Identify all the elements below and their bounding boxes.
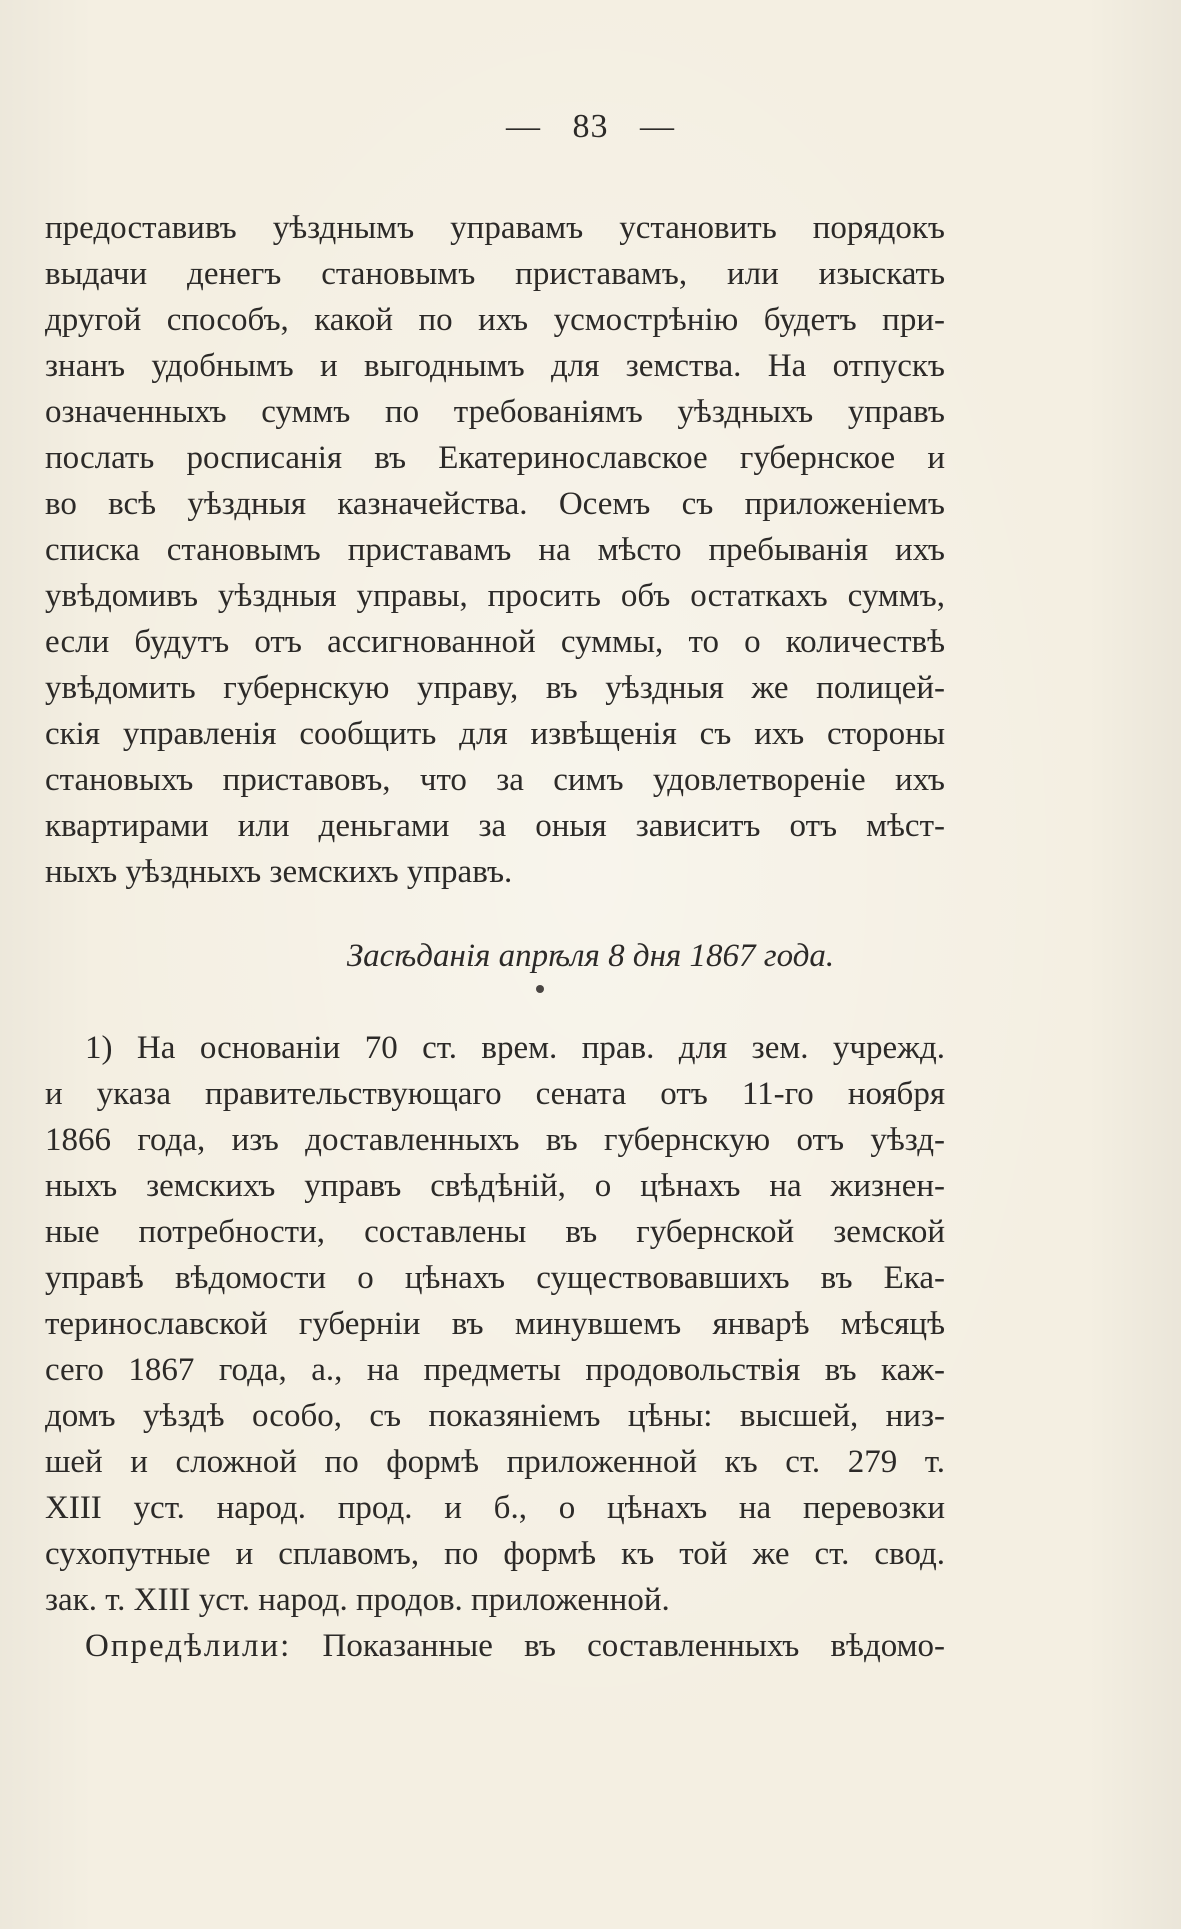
paragraph-2 bbox=[45, 1025, 945, 1669]
text-line: становыхъ приставовъ, что за симъ удовлетвореніе ихъ bbox=[45, 762, 945, 798]
text-line: управѣ вѣдомости о цѣнахъ существовавшихъ въ Ека- bbox=[45, 1260, 945, 1296]
text-line: списка становымъ приставамъ на мѣсто пребыванія ихъ bbox=[45, 532, 945, 568]
text-line: зак. т. XIII уст. народ. продов. приложенной. bbox=[45, 1582, 670, 1618]
text-line: сухопутные и сплавомъ, по формѣ къ той же ст. свод. bbox=[45, 1536, 945, 1572]
text-line: шей и сложной по формѣ приложенной къ ст. 279 т. bbox=[45, 1444, 945, 1480]
text-line: выдачи денегъ становымъ приставамъ, или изыскать bbox=[45, 256, 945, 292]
text-line: ныхъ уѣздныхъ земскихъ управъ. bbox=[45, 854, 513, 890]
text-line: если будутъ отъ ассигнованной суммы, то о количествѣ bbox=[45, 624, 945, 660]
text-line: во всѣ уѣздныя казначейства. Осемъ съ приложеніемъ bbox=[45, 486, 945, 522]
page-number-dash-left: — bbox=[506, 108, 541, 145]
heading-ornament-dot bbox=[536, 985, 544, 993]
text-line: теринославской губерніи въ минувшемъ январѣ мѣсяцѣ bbox=[45, 1306, 945, 1342]
text-line: означенныхъ суммъ по требованіямъ уѣздныхъ управъ bbox=[45, 394, 945, 430]
resolution-label: Опредѣлили: bbox=[85, 1628, 292, 1664]
resolution-text: Показанные въ составленныхъ вѣдомо- bbox=[322, 1628, 945, 1664]
text-line: другой способъ, какой по ихъ усмострѣнію будетъ при- bbox=[45, 302, 945, 338]
text-line: 1866 года, изъ доставленныхъ въ губернскую отъ уѣзд- bbox=[45, 1122, 945, 1158]
text-line: предоставивъ уѣзднымъ управамъ установить порядокъ bbox=[45, 210, 945, 246]
text-line: послать росписанія въ Екатеринославское губернское и bbox=[45, 440, 945, 476]
paragraph-1 bbox=[45, 205, 945, 895]
page-number bbox=[0, 108, 1181, 146]
text-line: домъ уѣздѣ особо, съ показяніемъ цѣны: высшей, низ- bbox=[45, 1398, 945, 1434]
text-line: ныхъ земскихъ управъ свѣдѣній, о цѣнахъ на жизнен- bbox=[45, 1168, 945, 1204]
text-line: увѣдомить губернскую управу, въ уѣздныя же полицей- bbox=[45, 670, 945, 706]
section-heading: Засѣданія апрѣля 8 дня 1867 года. bbox=[346, 938, 835, 974]
page-number-dash-right: — bbox=[640, 108, 675, 145]
text-line: XIII уст. народ. прод. и б., о цѣнахъ на перевозки bbox=[45, 1490, 945, 1526]
text-line: ные потребности, составлены въ губернской земской bbox=[45, 1214, 945, 1250]
text-line: сего 1867 года, а., на предметы продовольствія въ каж- bbox=[45, 1352, 945, 1388]
text-line: знанъ удобнымъ и выгоднымъ для земства. На отпускъ bbox=[45, 348, 945, 384]
page-number-value: 83 bbox=[572, 108, 609, 145]
text-line: квартирами или деньгами за оныя зависитъ отъ мѣст- bbox=[45, 808, 945, 844]
resolution-line bbox=[45, 1623, 945, 1669]
text-line: увѣдомивъ уѣздныя управы, просить объ остаткахъ суммъ, bbox=[45, 578, 945, 614]
text-line: 1) На основаніи 70 ст. врем. прав. для зем. учрежд. bbox=[85, 1030, 945, 1066]
text-line: и указа правительствующаго сената отъ 11-го ноября bbox=[45, 1076, 945, 1112]
text-line: скія управленія сообщить для извѣщенія съ ихъ стороны bbox=[45, 716, 945, 752]
